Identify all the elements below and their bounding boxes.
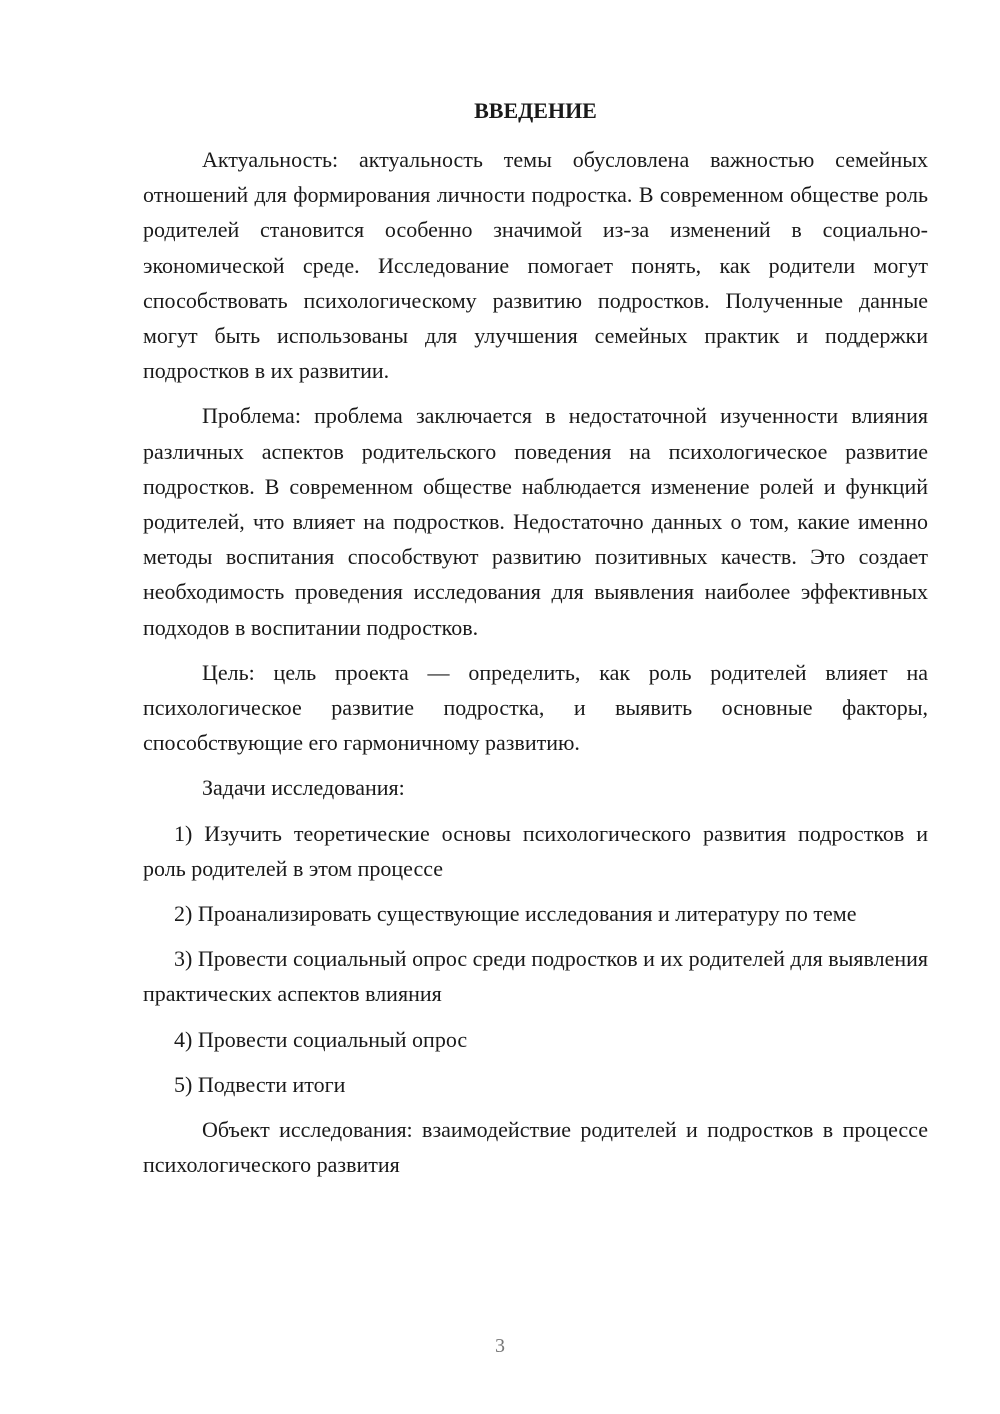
page-title: ВВЕДЕНИЕ [474,98,597,123]
page-number: 3 [495,1335,505,1357]
tasks-heading: Задачи исследования: [202,775,405,801]
object-paragraph: Объект исследования: взаимодействие родителей и подростков в процессе психологического развития [143,1117,928,1178]
problem-paragraph: Проблема: проблема заключается в недостаточной изученности влияния различных аспектов родительского поведения на психологическое развитие подростков. В современном обществе наблюдается изменение ролей и функций родителей, что влияет на подростков. Недостаточно данных о том, какие именно методы воспитания способствуют развитию позитивных качеств. Это создает необходимость проведения исследования для выявления наиболее эффективных подходов в воспитании подростков. [143,403,928,640]
goal-paragraph: Цель: цель проекта — определить, как роль родителей влияет на психологическое развитие подростка, и выявить основные факторы, способствующие его гармоничному развитию. [143,659,928,756]
task-item-2: 2) Проанализировать существующие исследования и литературу по теме [174,901,857,927]
document-body [143,142,928,1182]
relevance-paragraph: Актуальность: актуальность темы обусловлена важностью семейных отношений для формирования личности подростка. В современном обществе роль родителей становится особенно значимой из-за изменений в социально-экономической среде. Исследование помогает понять, как родители могут способствовать психологическому развитию подростков. Полученные данные могут быть использованы для улучшения семейных практик и поддержки подростков в их развитии. [143,147,928,384]
task-item-4: 4) Провести социальный опрос [174,1026,468,1052]
task-item-1: 1) Изучить теоретические основы психологического развития подростков и роль родителей в этом процессе [143,820,928,881]
task-item-3: 3) Провести социальный опрос среди подростков и их родителей для выявления практических аспектов влияния [143,946,928,1007]
task-item-5: 5) Подвести итоги [174,1071,346,1097]
